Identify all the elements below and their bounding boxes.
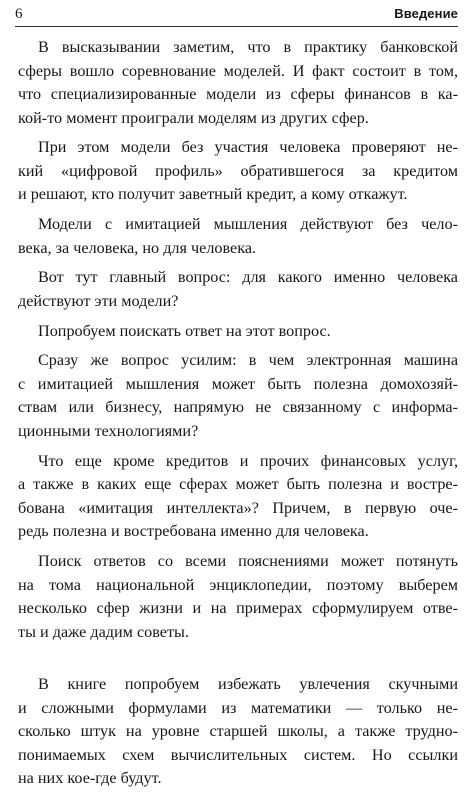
paragraph [18,349,458,443]
text-line: и сложными формулами из математики — только не- [18,698,458,717]
text-line: При этом модели без участия человека проверяют не- [38,138,458,157]
text-line: Модели с имитацией мышления действуют без чело- [38,215,458,234]
text-line: В книге попробуем избежать увлечения скучными [38,675,458,694]
text-line: Сразу же вопрос усилим: в чем электронная машина [38,351,458,370]
text-line: и решают, кто получит заветный кредит, а кому откажут. [18,185,408,204]
text-line: бована «имитация интеллекта»? Причем, в первую оче- [18,498,458,517]
text-line: несколько сфер жизни и на примерах сформулируем отве- [18,599,458,618]
text-line: а также в каких еще сферах может быть полезна и востре- [18,475,458,494]
paragraph [18,450,458,544]
page-number: 6 [15,6,23,22]
text-line: понимаемых схем вычислительных систем. Но ссылки [18,745,458,764]
text-line: на тома национальной энциклопедии, поэтому выберем [18,575,458,594]
text-line: В высказывании заметим, что в практику банковской [38,38,458,56]
text-line: Поиск ответов со всеми пояснениями может потянуть [38,552,458,571]
text-line: ты и даже дадим советы. [18,622,189,641]
paragraph [18,266,458,313]
text-line: ствам или бизнесу, напрямую не связанному с информа- [18,398,458,417]
page-header [15,4,458,27]
paragraph [18,213,458,260]
text-line: ционными технологиями? [18,421,199,440]
text-line: века, за человека, но для человека. [18,238,257,257]
paragraph [18,320,458,344]
text-line: редь полезна и востребована именно для человека. [18,522,369,541]
paragraph [18,673,458,791]
text-line: Попробуем поискать ответ на этот вопрос. [38,321,331,340]
running-head: Введение [394,6,458,21]
paragraph [18,36,458,130]
text-line: кой-то момент проиграли моделям из других сфер. [18,108,369,127]
text-line: с имитацией мышления может быть полезна домохозяй- [18,374,458,393]
text-line: Что еще кроме кредитов и прочих финансовых услуг, [38,451,458,470]
text-line: сферы вошло соревнование моделей. И факт состоит в том, [18,61,458,80]
body-text [18,36,458,797]
paragraph [18,550,458,644]
text-line: кий «цифровой профиль» обратившегося за кредитом [18,161,458,180]
text-line: Вот тут главный вопрос: для какого именно человека [38,268,458,287]
text-line: сколько штук на уровне старшей школы, а также трудно- [18,722,458,741]
text-line: действуют эти модели? [18,291,179,310]
text-line: что специализированные модели из сферы финансов в ка- [18,85,458,103]
text-line: на них кое-где будут. [18,769,162,788]
paragraph [18,136,458,207]
